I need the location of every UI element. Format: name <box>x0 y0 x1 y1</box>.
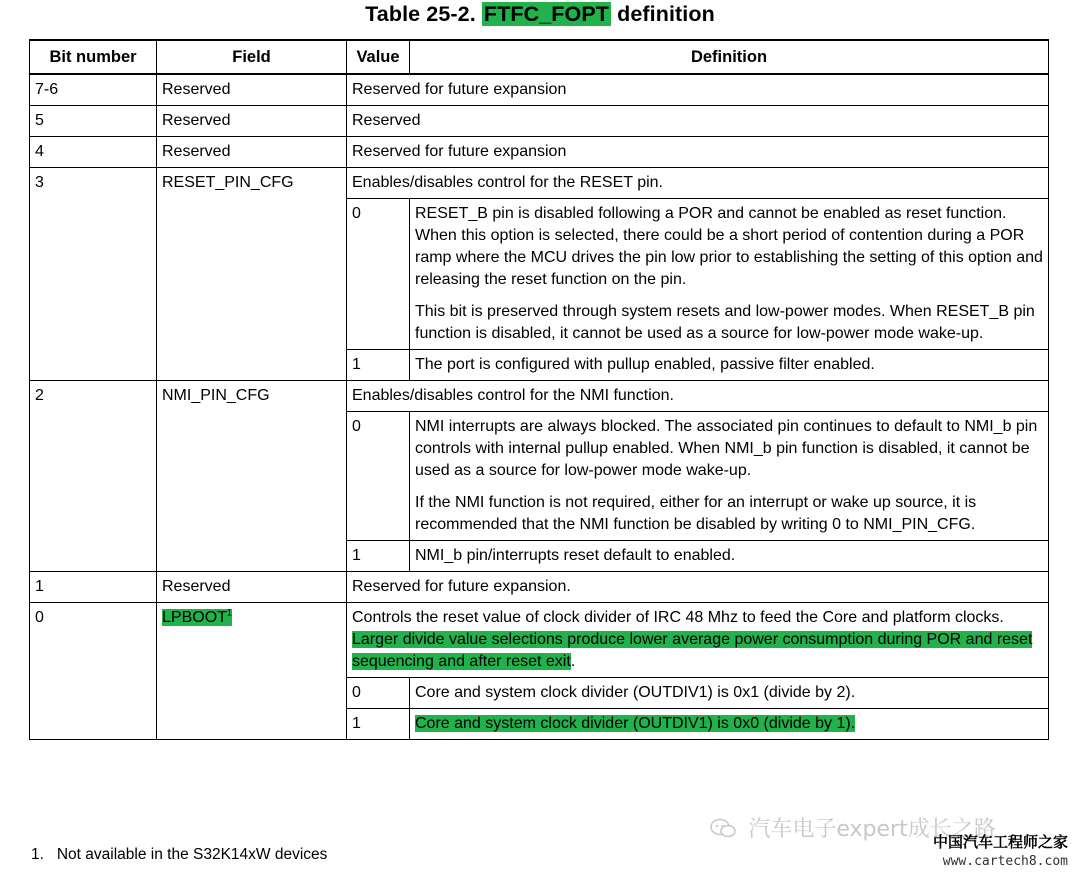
bit-cell: 2 <box>30 381 157 572</box>
header-row <box>30 40 1049 74</box>
footnote-text: Not available in the S32K14xW devices <box>56 846 328 863</box>
value-definition-cell <box>410 709 1049 740</box>
table-number: Table 25-2. <box>365 2 476 26</box>
header-bit-number: Bit number <box>30 40 157 74</box>
definition-cell: Reserved <box>347 106 1049 137</box>
definition-cell: Enables/disables control for the RESET pin. <box>347 168 1049 199</box>
definition-table <box>29 39 1049 740</box>
definition-cell: Reserved for future expansion <box>347 74 1049 106</box>
table-row <box>30 381 1049 412</box>
value-cell: 0 <box>347 199 410 350</box>
field-cell: Reserved <box>157 74 347 106</box>
value-cell: 1 <box>347 350 410 381</box>
table-row <box>30 74 1049 106</box>
table-row <box>30 168 1049 199</box>
table-row <box>30 137 1049 168</box>
wechat-icon <box>710 817 742 841</box>
field-name-text: LPBOOT <box>162 609 227 626</box>
definition-cell <box>347 603 1049 678</box>
definition-paragraph: RESET_B pin is disabled following a POR and cannot be enabled as reset function. When this option is selected, there could be a short period of contention during a POR ramp where the MCU drives the pin low prior to establishing the setting of this option and releasing the reset function on the pin. <box>415 205 1043 288</box>
header-value: Value <box>347 40 410 74</box>
footnote-number: 1. <box>31 846 44 863</box>
table-title <box>0 2 1080 27</box>
value-cell: 1 <box>347 709 410 740</box>
value-cell: 0 <box>347 678 410 709</box>
value-cell: 1 <box>347 541 410 572</box>
field-cell: NMI_PIN_CFG <box>157 381 347 572</box>
field-cell: Reserved <box>157 137 347 168</box>
definition-paragraph: NMI interrupts are always blocked. The associated pin continues to default to NMI_b pin controls with internal pullup enabled. When NMI_b pin function is disabled, it cannot be used as a source for low-power mode wake-up. <box>415 418 1038 479</box>
definition-cell: Reserved for future expansion <box>347 137 1049 168</box>
table-row <box>30 572 1049 603</box>
header-definition: Definition <box>410 40 1049 74</box>
highlighted-definition-text: Core and system clock divider (OUTDIV1) is 0x0 (divide by 1). <box>415 715 856 732</box>
definition-period: . <box>570 653 576 670</box>
value-definition-cell: NMI_b pin/interrupts reset default to enabled. <box>410 541 1049 572</box>
definition-text: Controls the reset value of clock divider of IRC 48 Mhz to feed the Core and platform clocks. <box>352 609 1004 626</box>
definition-cell: Reserved for future expansion. <box>347 572 1049 603</box>
field-cell: Reserved <box>157 572 347 603</box>
definition-paragraph: This bit is preserved through system resets and low-power modes. When RESET_B pin function is disabled, it cannot be used as a source for low-power mode wake-up. <box>415 303 1035 342</box>
header-field: Field <box>157 40 347 74</box>
value-definition-cell: Core and system clock divider (OUTDIV1) is 0x1 (divide by 2). <box>410 678 1049 709</box>
definition-cell: Enables/disables control for the NMI function. <box>347 381 1049 412</box>
highlighted-definition-text: Larger divide value selections produce lower average power consumption during POR and reset sequencing and after reset exit <box>352 631 1033 670</box>
site-logo <box>933 832 1068 872</box>
footnote <box>31 846 327 864</box>
bit-cell: 0 <box>30 603 157 740</box>
table-row <box>30 603 1049 678</box>
bit-cell: 7-6 <box>30 74 157 106</box>
value-definition-cell <box>410 199 1049 350</box>
site-url: www.cartech8.com <box>942 854 1068 869</box>
bit-cell: 1 <box>30 572 157 603</box>
lpboot-field-name <box>162 609 232 626</box>
title-suffix: definition <box>617 2 715 26</box>
value-cell: 0 <box>347 412 410 541</box>
register-name: FTFC_FOPT <box>483 2 610 26</box>
bit-cell: 4 <box>30 137 157 168</box>
watermark-text: 汽车电子expert成长之路 <box>748 817 996 842</box>
definition-paragraph: If the NMI function is not required, either for an interrupt or wake up source, it is recommended that the NMI function be disabled by writing 0 to NMI_PIN_CFG. <box>415 494 977 533</box>
bit-cell: 5 <box>30 106 157 137</box>
field-cell <box>157 603 347 740</box>
field-cell: RESET_PIN_CFG <box>157 168 347 381</box>
site-name: 中国汽车工程师之家 <box>932 833 1068 851</box>
value-definition-cell: The port is configured with pullup enabled, passive filter enabled. <box>410 350 1049 381</box>
table-row <box>30 106 1049 137</box>
footnote-marker: 1 <box>226 607 232 618</box>
bit-cell: 3 <box>30 168 157 381</box>
value-definition-cell <box>410 412 1049 541</box>
field-cell: Reserved <box>157 106 347 137</box>
